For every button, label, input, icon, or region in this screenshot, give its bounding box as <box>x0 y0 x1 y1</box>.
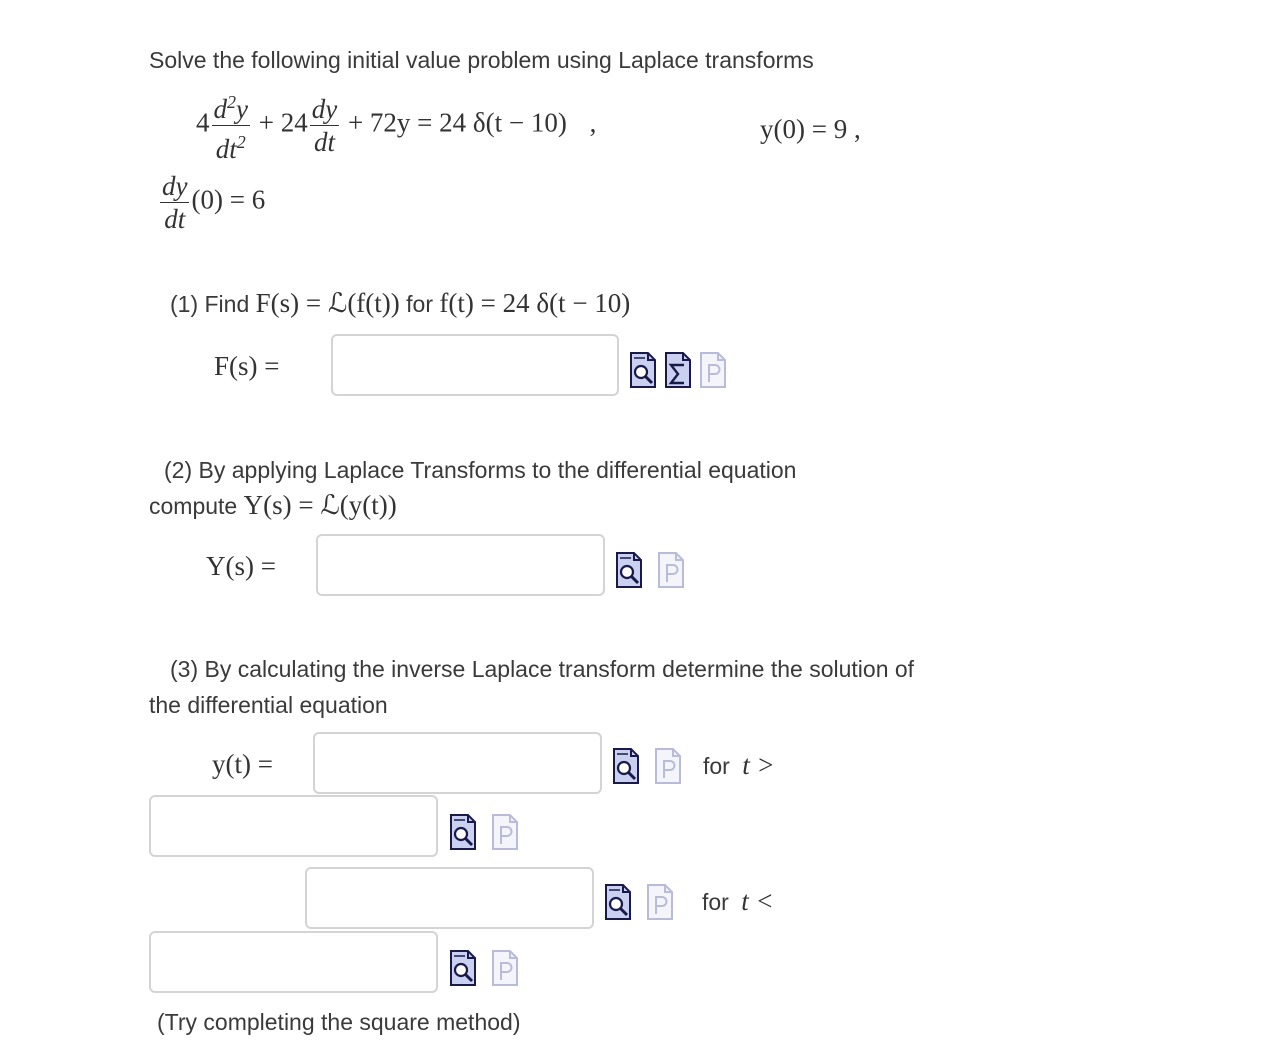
problem-intro: Solve the following initial value problem using Laplace transforms <box>149 47 814 73</box>
t-greater-bound-input[interactable] <box>149 795 438 857</box>
preview-magnifier-icon[interactable] <box>450 814 476 850</box>
parse-p-icon[interactable] <box>658 552 684 588</box>
parse-p-icon[interactable] <box>655 748 681 784</box>
t-less-than: t < <box>741 886 774 916</box>
part1-question <box>170 288 630 319</box>
parse-p-icon[interactable] <box>492 950 518 986</box>
parse-p-icon[interactable] <box>647 884 673 920</box>
initial-condition-y: y(0) = 9 , <box>760 114 861 144</box>
part2-compute: compute <box>149 493 238 519</box>
part2-label: Y(s) = <box>206 551 276 581</box>
Y-s-input[interactable] <box>316 534 605 596</box>
parse-p-icon[interactable] <box>492 814 518 850</box>
differential-equation <box>196 86 596 165</box>
for-label-2: for <box>702 889 729 915</box>
ic-derivative-fraction: $\frac{dy}{dt}$ <box>162 171 188 234</box>
preview-magnifier-icon[interactable] <box>450 950 476 986</box>
eq-coefficient: 4 <box>196 107 210 138</box>
preview-magnifier-icon[interactable] <box>616 552 642 588</box>
ic2-rest: (0) = 6 <box>191 184 266 215</box>
part2-math-Y: Y(s) = ℒ(y(t)) <box>243 490 397 520</box>
part2-line2 <box>149 491 397 520</box>
part1-math-f: f(t) = 24 δ(t − 10) <box>439 288 631 318</box>
preview-magnifier-icon[interactable] <box>605 884 631 920</box>
part1-for: for <box>406 291 434 317</box>
condition-greater <box>703 750 775 781</box>
part3-line2: the differential equation <box>149 692 388 718</box>
equation-editor-sigma-icon[interactable] <box>665 352 691 388</box>
part3-label: y(t) = <box>212 749 273 779</box>
y-t-second-input[interactable] <box>305 867 594 929</box>
t-greater-than: t > <box>742 750 775 780</box>
second-derivative-fraction: $\frac{d^2y}{dt^2}$ <box>212 86 250 165</box>
part1-prefix: (1) Find <box>170 291 250 317</box>
eq-rest: + 72y = 24 δ(t − 10) <box>347 107 567 138</box>
part1-label: F(s) = <box>214 351 280 381</box>
hint-text: (Try completing the square method) <box>157 1009 521 1035</box>
parse-p-icon[interactable] <box>700 352 726 388</box>
y-t-first-input[interactable] <box>313 732 602 794</box>
part2-line1: (2) By applying Laplace Transforms to the differential equation <box>164 457 797 483</box>
for-label-1: for <box>703 753 730 779</box>
preview-magnifier-icon[interactable] <box>613 748 639 784</box>
preview-magnifier-icon[interactable] <box>630 352 656 388</box>
first-derivative-fraction: $\frac{dy}{dt}$ <box>311 94 338 157</box>
t-less-bound-input[interactable] <box>149 931 438 993</box>
condition-less <box>702 886 774 917</box>
eq-comma: , <box>589 107 597 138</box>
part1-math-F: F(s) = ℒ(f(t)) <box>255 288 400 318</box>
F-s-input[interactable] <box>331 334 619 396</box>
part3-line1: (3) By calculating the inverse Laplace transform determine the solution of <box>170 656 915 682</box>
initial-condition-dy <box>158 170 265 235</box>
eq-term-24: + 24 <box>258 107 308 138</box>
